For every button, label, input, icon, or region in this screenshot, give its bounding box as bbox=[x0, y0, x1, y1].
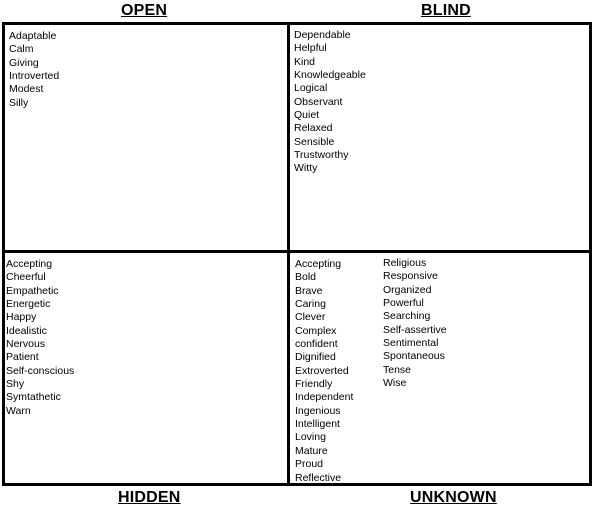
trait-item: Clever bbox=[295, 311, 326, 324]
trait-item: Mature bbox=[295, 444, 328, 457]
trait-item: Sensible bbox=[294, 135, 335, 148]
trait-item: Cheerful bbox=[6, 271, 46, 284]
trait-item: Religious bbox=[383, 257, 427, 269]
trait-item: Dependable bbox=[294, 29, 351, 41]
trait-item: Independent bbox=[295, 391, 354, 404]
vertical-divider bbox=[287, 22, 290, 486]
trait-item: Organized bbox=[383, 283, 432, 296]
trait-item: Knowledgeable bbox=[294, 69, 366, 82]
trait-item: Wise bbox=[383, 377, 407, 390]
open-heading: OPEN bbox=[121, 2, 168, 19]
trait-item: Loving bbox=[295, 431, 326, 444]
trait-item: Symtathetic bbox=[6, 391, 61, 404]
trait-item: Extroverted bbox=[295, 364, 349, 377]
trait-item: Helpful bbox=[294, 42, 327, 55]
blind-quadrant-list bbox=[294, 29, 366, 176]
trait-item: Tense bbox=[383, 363, 412, 376]
trait-item: Spontaneous bbox=[383, 350, 445, 363]
trait-item: Nervous bbox=[6, 338, 46, 351]
trait-item: Idealistic bbox=[6, 324, 47, 337]
hidden-heading: HIDDEN bbox=[118, 489, 181, 506]
trait-item: Silly bbox=[9, 96, 29, 109]
trait-item: Brave bbox=[295, 284, 323, 297]
trait-item: Complex bbox=[295, 324, 337, 337]
trait-item: Accepting bbox=[295, 258, 342, 270]
trait-item: Happy bbox=[6, 311, 37, 324]
trait-item: Quiet bbox=[294, 109, 320, 122]
trait-item: Ingenious bbox=[295, 404, 341, 417]
trait-item: Bold bbox=[295, 271, 317, 284]
trait-item: Modest bbox=[9, 83, 44, 96]
unknown-quadrant-list-column-2 bbox=[383, 257, 447, 390]
trait-item: Accepting bbox=[6, 258, 53, 270]
trait-item: Reflective bbox=[295, 471, 342, 484]
trait-item: Self-assertive bbox=[383, 323, 447, 336]
trait-item: Powerful bbox=[383, 297, 424, 310]
trait-item: Giving bbox=[9, 56, 39, 69]
trait-item: Relaxed bbox=[294, 122, 333, 135]
trait-item: Intelligent bbox=[295, 418, 340, 431]
trait-item: Self-conscious bbox=[6, 364, 75, 377]
hidden-quadrant-list bbox=[6, 258, 74, 418]
trait-item: Logical bbox=[294, 82, 328, 95]
trait-item: Empathetic bbox=[6, 284, 59, 297]
trait-item: Responsive bbox=[383, 270, 438, 283]
open-quadrant-list bbox=[9, 30, 59, 110]
trait-item: Calm bbox=[9, 43, 34, 56]
trait-item: Observant bbox=[294, 95, 343, 108]
trait-item: Shy bbox=[6, 378, 25, 391]
unknown-quadrant-list-column-1 bbox=[295, 258, 353, 485]
trait-item: Sentimental bbox=[383, 337, 439, 350]
trait-item: Friendly bbox=[295, 378, 333, 391]
trait-item: Kind bbox=[294, 55, 316, 68]
unknown-heading: UNKNOWN bbox=[410, 489, 497, 506]
trait-item: Caring bbox=[295, 298, 326, 311]
trait-item: Witty bbox=[294, 162, 318, 175]
trait-item: Warn bbox=[6, 404, 31, 417]
trait-item: Adaptable bbox=[9, 30, 57, 42]
blind-heading: BLIND bbox=[421, 2, 471, 19]
trait-item: Proud bbox=[295, 458, 324, 471]
horizontal-divider bbox=[2, 250, 592, 253]
trait-item: Dignified bbox=[295, 351, 336, 364]
trait-item: Searching bbox=[383, 310, 431, 323]
trait-item: Energetic bbox=[6, 298, 51, 311]
trait-item: Trustworthy bbox=[294, 149, 349, 162]
trait-item: Introverted bbox=[9, 70, 60, 83]
trait-item: Patient bbox=[6, 351, 39, 364]
trait-item: confident bbox=[295, 338, 338, 351]
